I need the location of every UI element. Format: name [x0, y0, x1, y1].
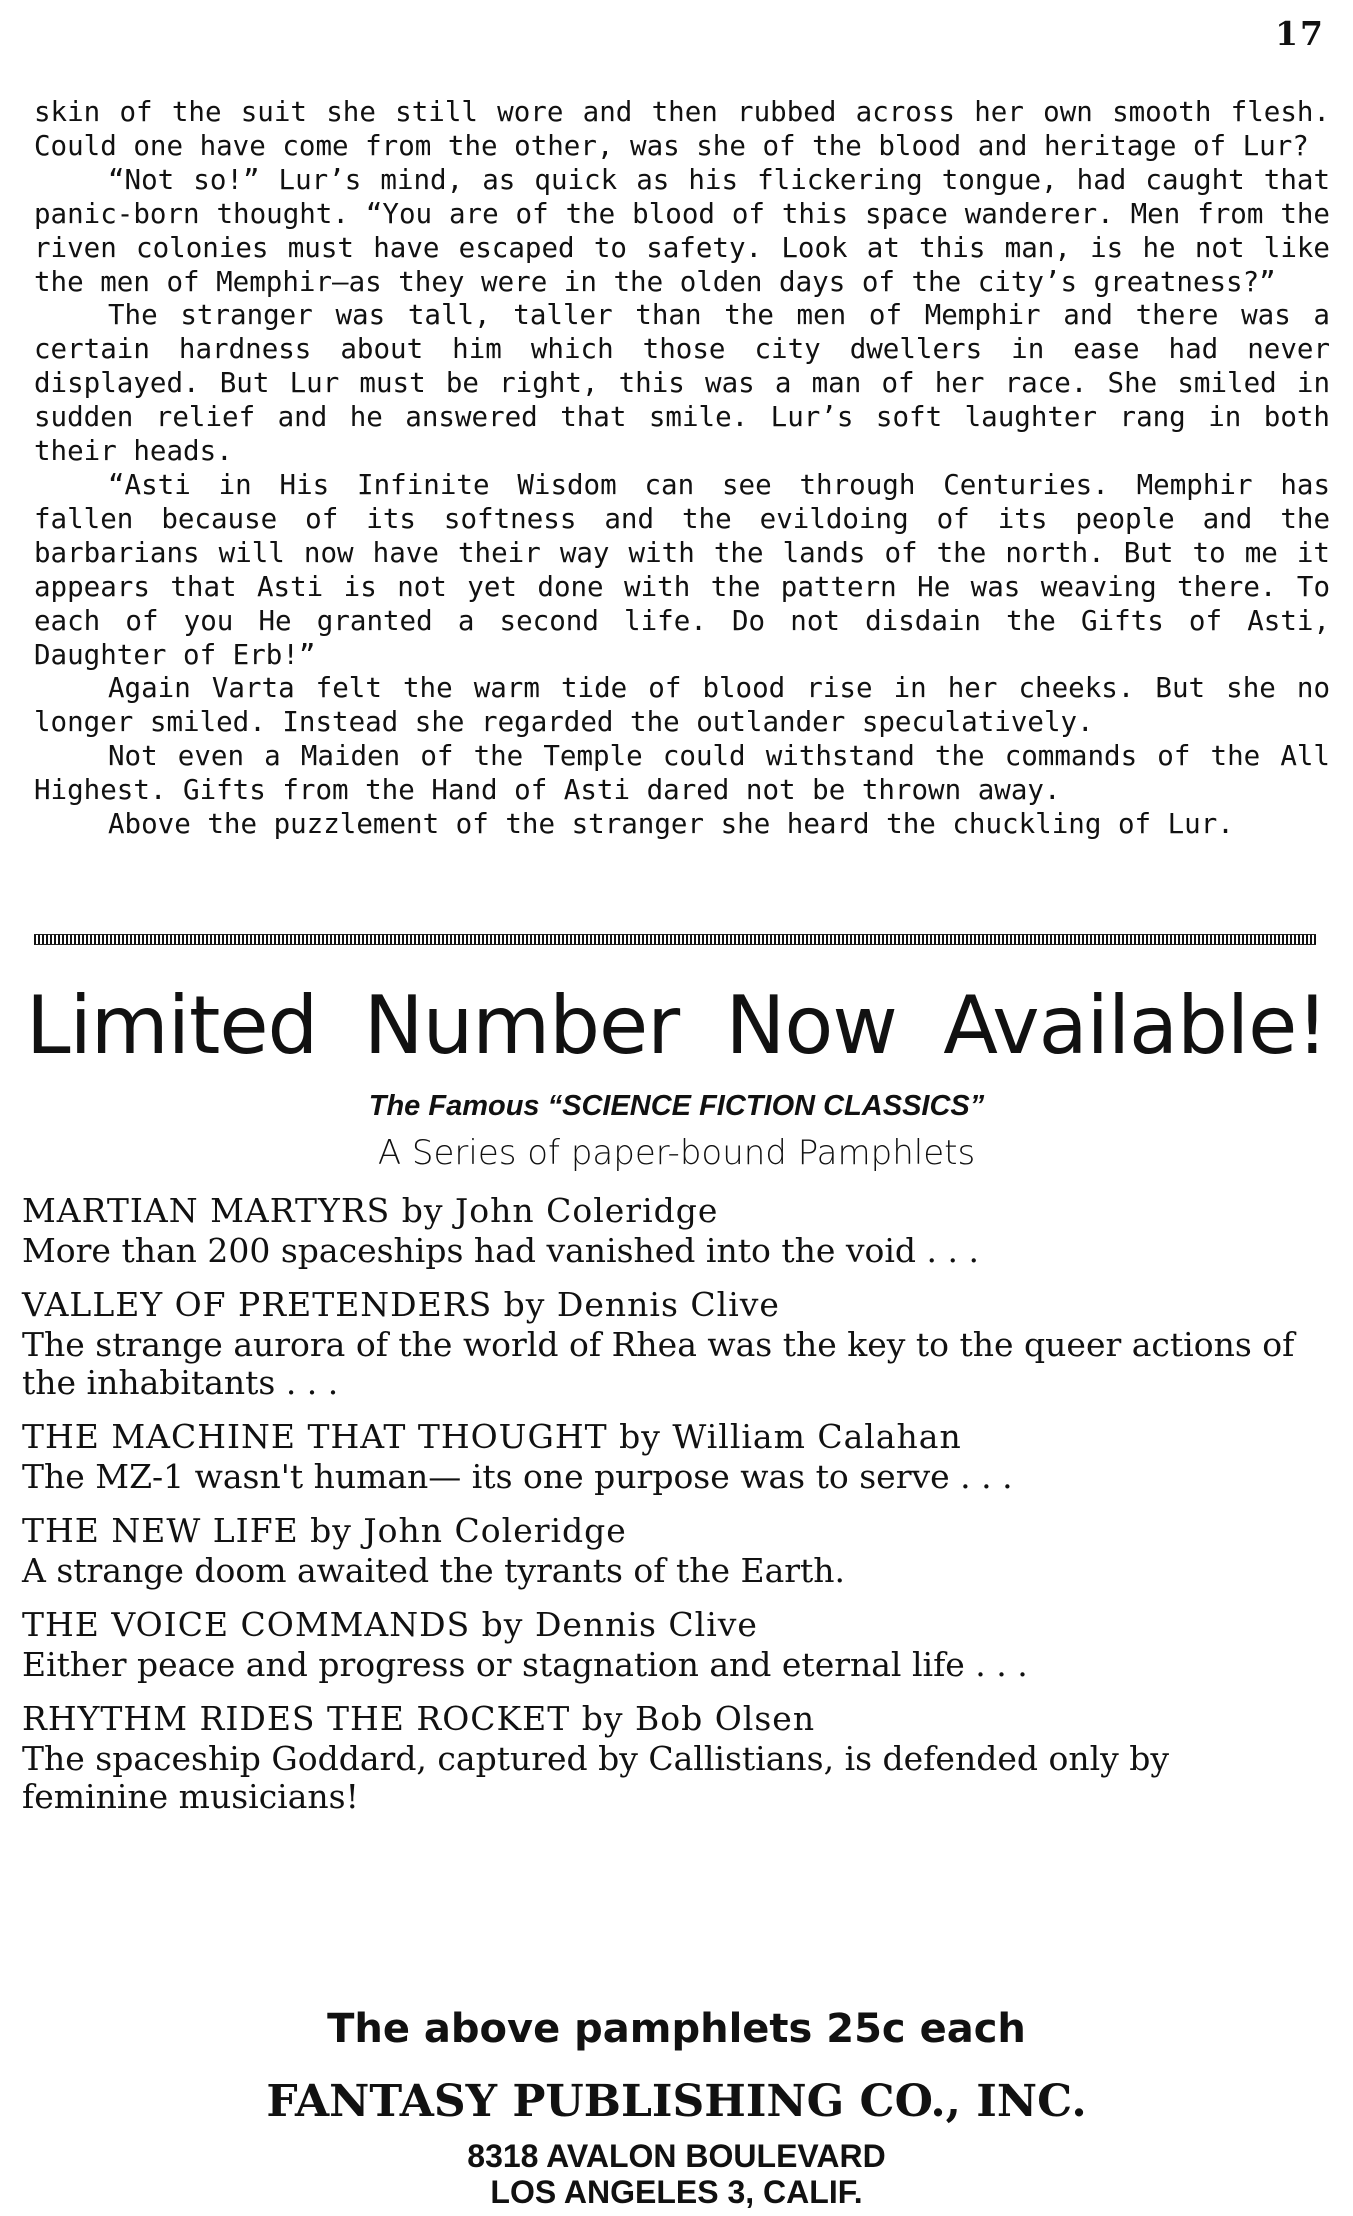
- story-paragraph: The stranger was tall, taller than the men of Memphir and there was a certain hardness about him which those city dwellers in ease had never displayed. But Lur must be right, this was a man of her race. She smiled in sudden relief and he answered that smile. Lur’s soft laughter rang in both their heads.: [34, 299, 1330, 468]
- story-paragraph: Above the puzzlement of the stranger she heard the chuckling of Lur.: [108, 808, 1234, 841]
- publisher-name: FANTASY PUBLISHING CO., INC.: [266, 2076, 1087, 2127]
- ad-series-title: The Famous “SCIENCE FICTION CLASSICS”: [368, 1090, 985, 1122]
- decorative-divider: [34, 934, 1316, 945]
- ad-price: The above pamphlets 25c each: [327, 2006, 1026, 2052]
- story-paragraph: skin of the suit she still wore and then rubbed across her own smooth flesh. Could one have come from the other, was she of the blood and heritage of Lur?: [34, 96, 1330, 162]
- book-description: Either peace and progress or stagnation and eternal life . . .: [22, 1645, 1028, 1684]
- ad-headline: Limited Number Now Available!: [26, 979, 1328, 1072]
- ad-series-subtitle: A Series of paper-bound Pamphlets: [377, 1133, 976, 1173]
- address-line: LOS ANGELES 3, CALIF.: [490, 2174, 863, 2210]
- book-title: MARTIAN MARTYRS by John Coleridge: [22, 1191, 719, 1230]
- story-paragraph: Again Varta felt the warm tide of blood rise in her cheeks. But she no longer smiled. Instead she regarded the outlander speculatively.: [34, 672, 1330, 739]
- story-paragraph: “Not so!” Lur’s mind, as quick as his flickering tongue, had caught that panic-born thought. “You are of the blood of this space wanderer. Men from the riven colonies must have escaped to safety. Look at this man, is he not like the men of Memphir—as they were in the olden days of the city’s greatness?”: [34, 163, 1330, 298]
- book-description: The strange aurora of the world of Rhea was the key to the queer actions of the inhabitants . . .: [22, 1325, 1295, 1402]
- book-title: THE NEW LIFE by John Coleridge: [22, 1511, 627, 1550]
- list-item: [22, 1284, 1322, 1402]
- list-item: [22, 1604, 1322, 1684]
- book-description: A strange doom awaited the tyrants of the Earth.: [22, 1551, 846, 1590]
- book-title: THE MACHINE THAT THOUGHT by William Calahan: [22, 1417, 962, 1456]
- address-line: 8318 AVALON BOULEVARD: [467, 2138, 886, 2174]
- list-item: [22, 1416, 1322, 1496]
- book-description: The MZ-1 wasn't human— its one purpose was to serve . . .: [22, 1457, 1013, 1496]
- book-description: The spaceship Goddard, captured by Callistians, is defended only by feminine musicians!: [22, 1739, 1170, 1816]
- book-title: RHYTHM RIDES THE ROCKET by Bob Olsen: [22, 1699, 816, 1738]
- book-description: More than 200 spaceships had vanished into the void . . .: [22, 1231, 979, 1270]
- book-title: THE VOICE COMMANDS by Dennis Clive: [22, 1605, 758, 1644]
- story-text: [34, 96, 1330, 842]
- list-item: [22, 1510, 1322, 1590]
- page-number: 17: [1275, 14, 1325, 53]
- story-paragraph: “Asti in His Infinite Wisdom can see through Centuries. Memphir has fallen because of its softness and the evildoing of its people and the barbarians will now have their way with the lands of the north. But to me it appears that Asti is not yet done with the pattern He was weaving there. To each of you He granted a second life. Do not disdain the Gifts of Asti, Daughter of Erb!”: [34, 468, 1330, 671]
- list-item: [22, 1698, 1322, 1816]
- publisher-address: [0, 2138, 1353, 2210]
- book-title: VALLEY OF PRETENDERS by Dennis Clive: [22, 1285, 780, 1324]
- list-item: [22, 1190, 1322, 1270]
- story-paragraph: Not even a Maiden of the Temple could withstand the commands of the All Highest. Gifts from the Hand of Asti dared not be thrown away.: [34, 740, 1330, 807]
- pamphlet-list: [22, 1190, 1322, 1830]
